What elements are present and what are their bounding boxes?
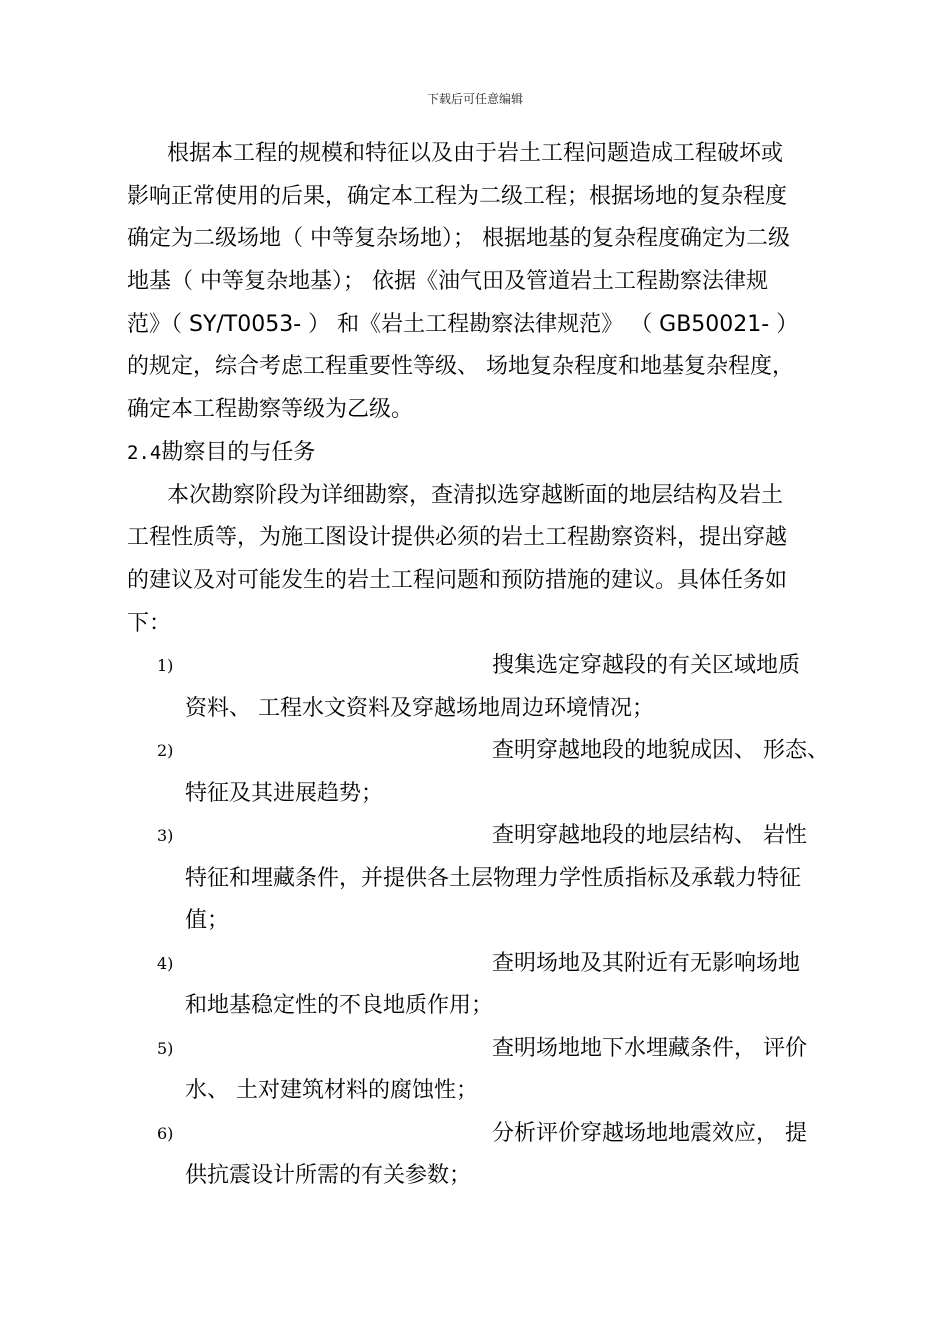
list-item xyxy=(127,730,837,815)
section-number: 2.4 xyxy=(127,441,162,464)
section-title: 勘察目的与任务 xyxy=(161,439,316,465)
text-line: 的建议及对可能发生的岩土工程问题和预防措施的建议。具体任务如 xyxy=(127,567,788,593)
list-item-continuation: 资料、 工程水文资料及穿越场地周边环境情况； xyxy=(185,695,654,721)
list-item-text: 查明场地地下水埋藏条件， 评价 xyxy=(492,1035,807,1061)
list-item-continuation: 和地基稳定性的不良地质作用； xyxy=(185,993,494,1019)
list-item-continuation: 特征及其进展趋势； xyxy=(185,780,384,806)
text-line: 下： xyxy=(127,610,172,636)
text-line: 地基（ 中等复杂地基）； 依据《油气田及管道岩土工程勘察法律规 xyxy=(127,269,768,295)
list-item-text: 搜集选定穿越段的有关区域地质 xyxy=(492,653,801,679)
text-line: 确定为二级场地（ 中等复杂场地）； 根据地基的复杂程度确定为二级 xyxy=(127,226,790,252)
task-list xyxy=(127,645,837,1198)
text-line: 确定本工程勘察等级为乙级。 xyxy=(127,397,414,423)
text-line: 本次勘察阶段为详细勘察，查清拟选穿越断面的地层结构及岩土 xyxy=(167,482,784,508)
list-item-text: 查明穿越地段的地貌成因、 形态、 xyxy=(492,738,829,764)
list-item xyxy=(127,1028,837,1113)
paragraph-survey-grade xyxy=(127,133,837,432)
list-item-continuation: 值； xyxy=(185,908,230,934)
document-body xyxy=(127,133,837,1198)
list-item xyxy=(127,645,837,730)
list-item-number: 4) xyxy=(157,953,174,973)
page-header-note: 下载后可任意编辑 xyxy=(426,92,523,106)
text-line: 范》（ SY/T0053- ） 和《岩土工程勘察法律规范》 （ GB50021- ） xyxy=(127,311,799,337)
list-item-number: 5) xyxy=(157,1038,174,1058)
text-line: 影响正常使用的后果，确定本工程为二级工程；根据场地的复杂程度 xyxy=(127,183,788,209)
list-item-text: 查明场地及其附近有无影响场地 xyxy=(492,950,801,976)
list-item xyxy=(127,1113,837,1198)
text-line: 的规定，综合考虑工程重要性等级、 场地复杂程度和地基复杂程度， xyxy=(127,354,794,380)
list-item-number: 1) xyxy=(157,656,174,676)
list-item-text: 查明穿越地段的地层结构、 岩性 xyxy=(492,823,807,849)
section-heading xyxy=(127,432,837,475)
list-item xyxy=(127,943,837,1028)
text-line: 根据本工程的规模和特征以及由于岩土工程问题造成工程破坏或 xyxy=(167,141,784,166)
list-item-number: 6) xyxy=(157,1123,174,1143)
list-item-number: 3) xyxy=(157,826,174,846)
list-item-continuation: 水、 土对建筑材料的腐蚀性； xyxy=(185,1078,478,1104)
list-item xyxy=(127,815,837,943)
list-item-continuation: 特征和埋藏条件，并提供各土层物理力学性质指标及承载力特征 xyxy=(185,865,802,891)
list-item-number: 2) xyxy=(157,741,174,761)
text-line: 工程性质等，为施工图设计提供必须的岩土工程勘察资料，提出穿越 xyxy=(127,525,788,551)
list-item-text: 分析评价穿越场地地震效应， 提 xyxy=(492,1120,807,1146)
list-item-continuation: 供抗震设计所需的有关参数； xyxy=(185,1163,472,1189)
paragraph-survey-purpose xyxy=(127,475,837,646)
